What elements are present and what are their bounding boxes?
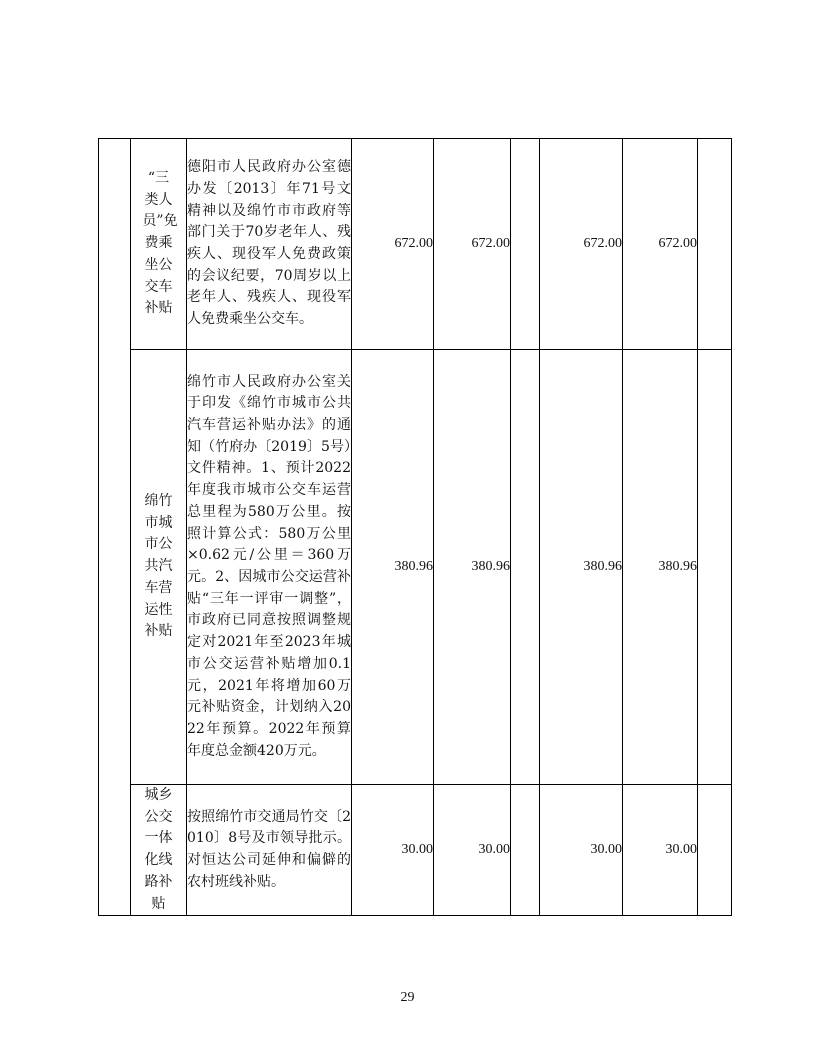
budget-table [98, 138, 732, 916]
merged-category-cell [99, 139, 131, 916]
table-row [99, 139, 732, 350]
empty-cell [698, 785, 732, 916]
empty-cell [511, 139, 540, 350]
item-name-cell: 城乡公交一体化线路补贴 [131, 785, 187, 916]
item-name-cell: 绵竹市城市公共汽车营运性补贴 [131, 350, 187, 785]
item-description-cell: 德阳市人民政府办公室德办发〔2013〕年71号文精神以及绵竹市市政府等部门关于70岁老年人、残疾人、现役军人免费政策的会议纪要，70周岁以上老年人、残疾人、现役军人免费乘坐公交车。 [187, 139, 352, 350]
empty-cell [511, 785, 540, 916]
item-description-cell: 绵竹市人民政府办公室关于印发《绵竹市城市公共汽车营运补贴办法》的通知（竹府办〔2019〕5号）文件精神。1、预计2022年度我市城市公交车运营总里程为580万公里。按照计算公式：580万公里×0.62元/公里＝360万元。2、因城市公交运营补贴“三年一评审一调整”，市政府已同意按照调整规定对2021年至2023年城市公交运营补贴增加0.1元，2021年将增加60万元补贴资金，计划纳入2022年预算。2022年预算年度总金额420万元。 [187, 350, 352, 785]
table-row [99, 785, 732, 916]
page-number: 29 [400, 990, 415, 1005]
item-description-cell: 按照绵竹市交通局竹交〔2010〕8号及市领导批示。对恒达公司延伸和偏僻的农村班线补贴。 [187, 785, 352, 916]
amount-cell: 672.00 [540, 139, 623, 350]
amount-cell: 672.00 [434, 139, 511, 350]
item-name-cell: “三类人员”免费乘坐公交车补贴 [131, 139, 187, 350]
amount-cell: 30.00 [434, 785, 511, 916]
amount-cell: 380.96 [434, 350, 511, 785]
amount-cell: 30.00 [540, 785, 623, 916]
table-row [99, 350, 732, 785]
empty-cell [511, 350, 540, 785]
amount-cell: 30.00 [352, 785, 434, 916]
empty-cell [698, 139, 732, 350]
amount-cell: 380.96 [352, 350, 434, 785]
amount-cell: 672.00 [352, 139, 434, 350]
empty-cell [698, 350, 732, 785]
amount-cell: 380.96 [540, 350, 623, 785]
amount-cell: 30.00 [623, 785, 698, 916]
amount-cell: 672.00 [623, 139, 698, 350]
amount-cell: 380.96 [623, 350, 698, 785]
